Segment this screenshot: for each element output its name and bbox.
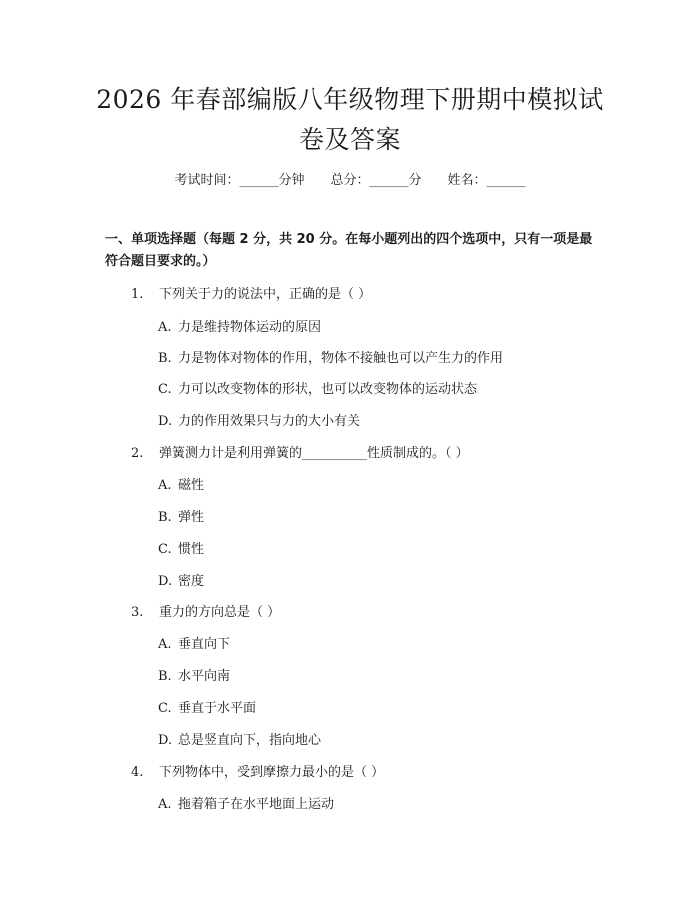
question-text: 下列关于力的说法中，正确的是（ ） — [159, 287, 372, 302]
exam-title — [90, 80, 610, 160]
option-letter: B. — [158, 351, 172, 366]
question-3-option-c — [158, 697, 256, 716]
option-letter: B. — [158, 669, 172, 684]
question-3-option-a — [158, 633, 230, 652]
option-text: 垂直向下 — [178, 637, 231, 652]
title-line-2: 卷及答案 — [298, 125, 401, 154]
question-4-option-a — [158, 793, 334, 812]
option-letter: D. — [158, 574, 173, 589]
option-text: 磁性 — [178, 478, 205, 493]
question-2 — [131, 442, 469, 461]
option-text: 惯性 — [178, 542, 205, 557]
exam-total-score: 总分：______分 — [330, 173, 422, 188]
option-letter: C. — [158, 701, 172, 716]
question-number: 2. — [131, 446, 144, 461]
exam-info — [0, 169, 700, 188]
option-text: 密度 — [178, 574, 205, 589]
question-4 — [131, 761, 384, 780]
option-text: 弹性 — [178, 510, 205, 525]
option-text: 力可以改变物体的形状，也可以改变物体的运动状态 — [178, 382, 478, 397]
exam-time: 考试时间：______分钟 — [174, 173, 305, 188]
question-1 — [131, 283, 371, 302]
question-2-option-b — [158, 506, 204, 525]
option-letter: A. — [158, 320, 172, 335]
question-number: 3. — [131, 605, 144, 620]
option-letter: C. — [158, 382, 172, 397]
option-text: 拖着箱子在水平地面上运动 — [178, 797, 335, 812]
option-text: 力的作用效果只与力的大小有关 — [178, 414, 361, 429]
question-1-option-c — [158, 378, 477, 397]
option-letter: D. — [158, 733, 173, 748]
option-letter: A. — [158, 478, 172, 493]
option-letter: A. — [158, 797, 172, 812]
option-text: 力是物体对物体的作用，物体不接触也可以产生力的作用 — [178, 351, 504, 366]
question-2-option-d — [158, 570, 204, 589]
question-3-option-d — [158, 729, 321, 748]
title-line-1: 2026 年春部编版八年级物理下册期中模拟试 — [96, 85, 604, 114]
question-text: 下列物体中，受到摩擦力最小的是（ ） — [159, 765, 385, 780]
option-text: 力是维持物体运动的原因 — [178, 320, 322, 335]
option-text: 总是竖直向下，指向地心 — [178, 733, 322, 748]
question-text: 重力的方向总是（ ） — [159, 605, 281, 620]
question-1-option-a — [158, 316, 321, 335]
section-1-heading: 一、单项选择题（每题 2 分，共 20 分。在每小题列出的四个选项中，只有一项是最符合题目要求的。） — [105, 232, 593, 269]
option-letter: C. — [158, 542, 172, 557]
exam-name-field: 姓名：______ — [447, 173, 526, 188]
question-number: 4. — [131, 765, 144, 780]
question-2-option-c — [158, 538, 204, 557]
question-1-option-b — [158, 347, 503, 366]
option-letter: B. — [158, 510, 172, 525]
question-number: 1. — [131, 287, 144, 302]
question-text: 弹簧测力计是利用弹簧的__________性质制成的。（ ） — [159, 446, 469, 461]
question-2-option-a — [158, 474, 204, 493]
option-text: 水平向南 — [178, 669, 231, 684]
option-text: 垂直于水平面 — [178, 701, 257, 716]
option-letter: D. — [158, 414, 173, 429]
option-letter: A. — [158, 637, 172, 652]
question-1-option-d — [158, 410, 360, 429]
question-3-option-b — [158, 665, 230, 684]
question-3 — [131, 601, 280, 620]
